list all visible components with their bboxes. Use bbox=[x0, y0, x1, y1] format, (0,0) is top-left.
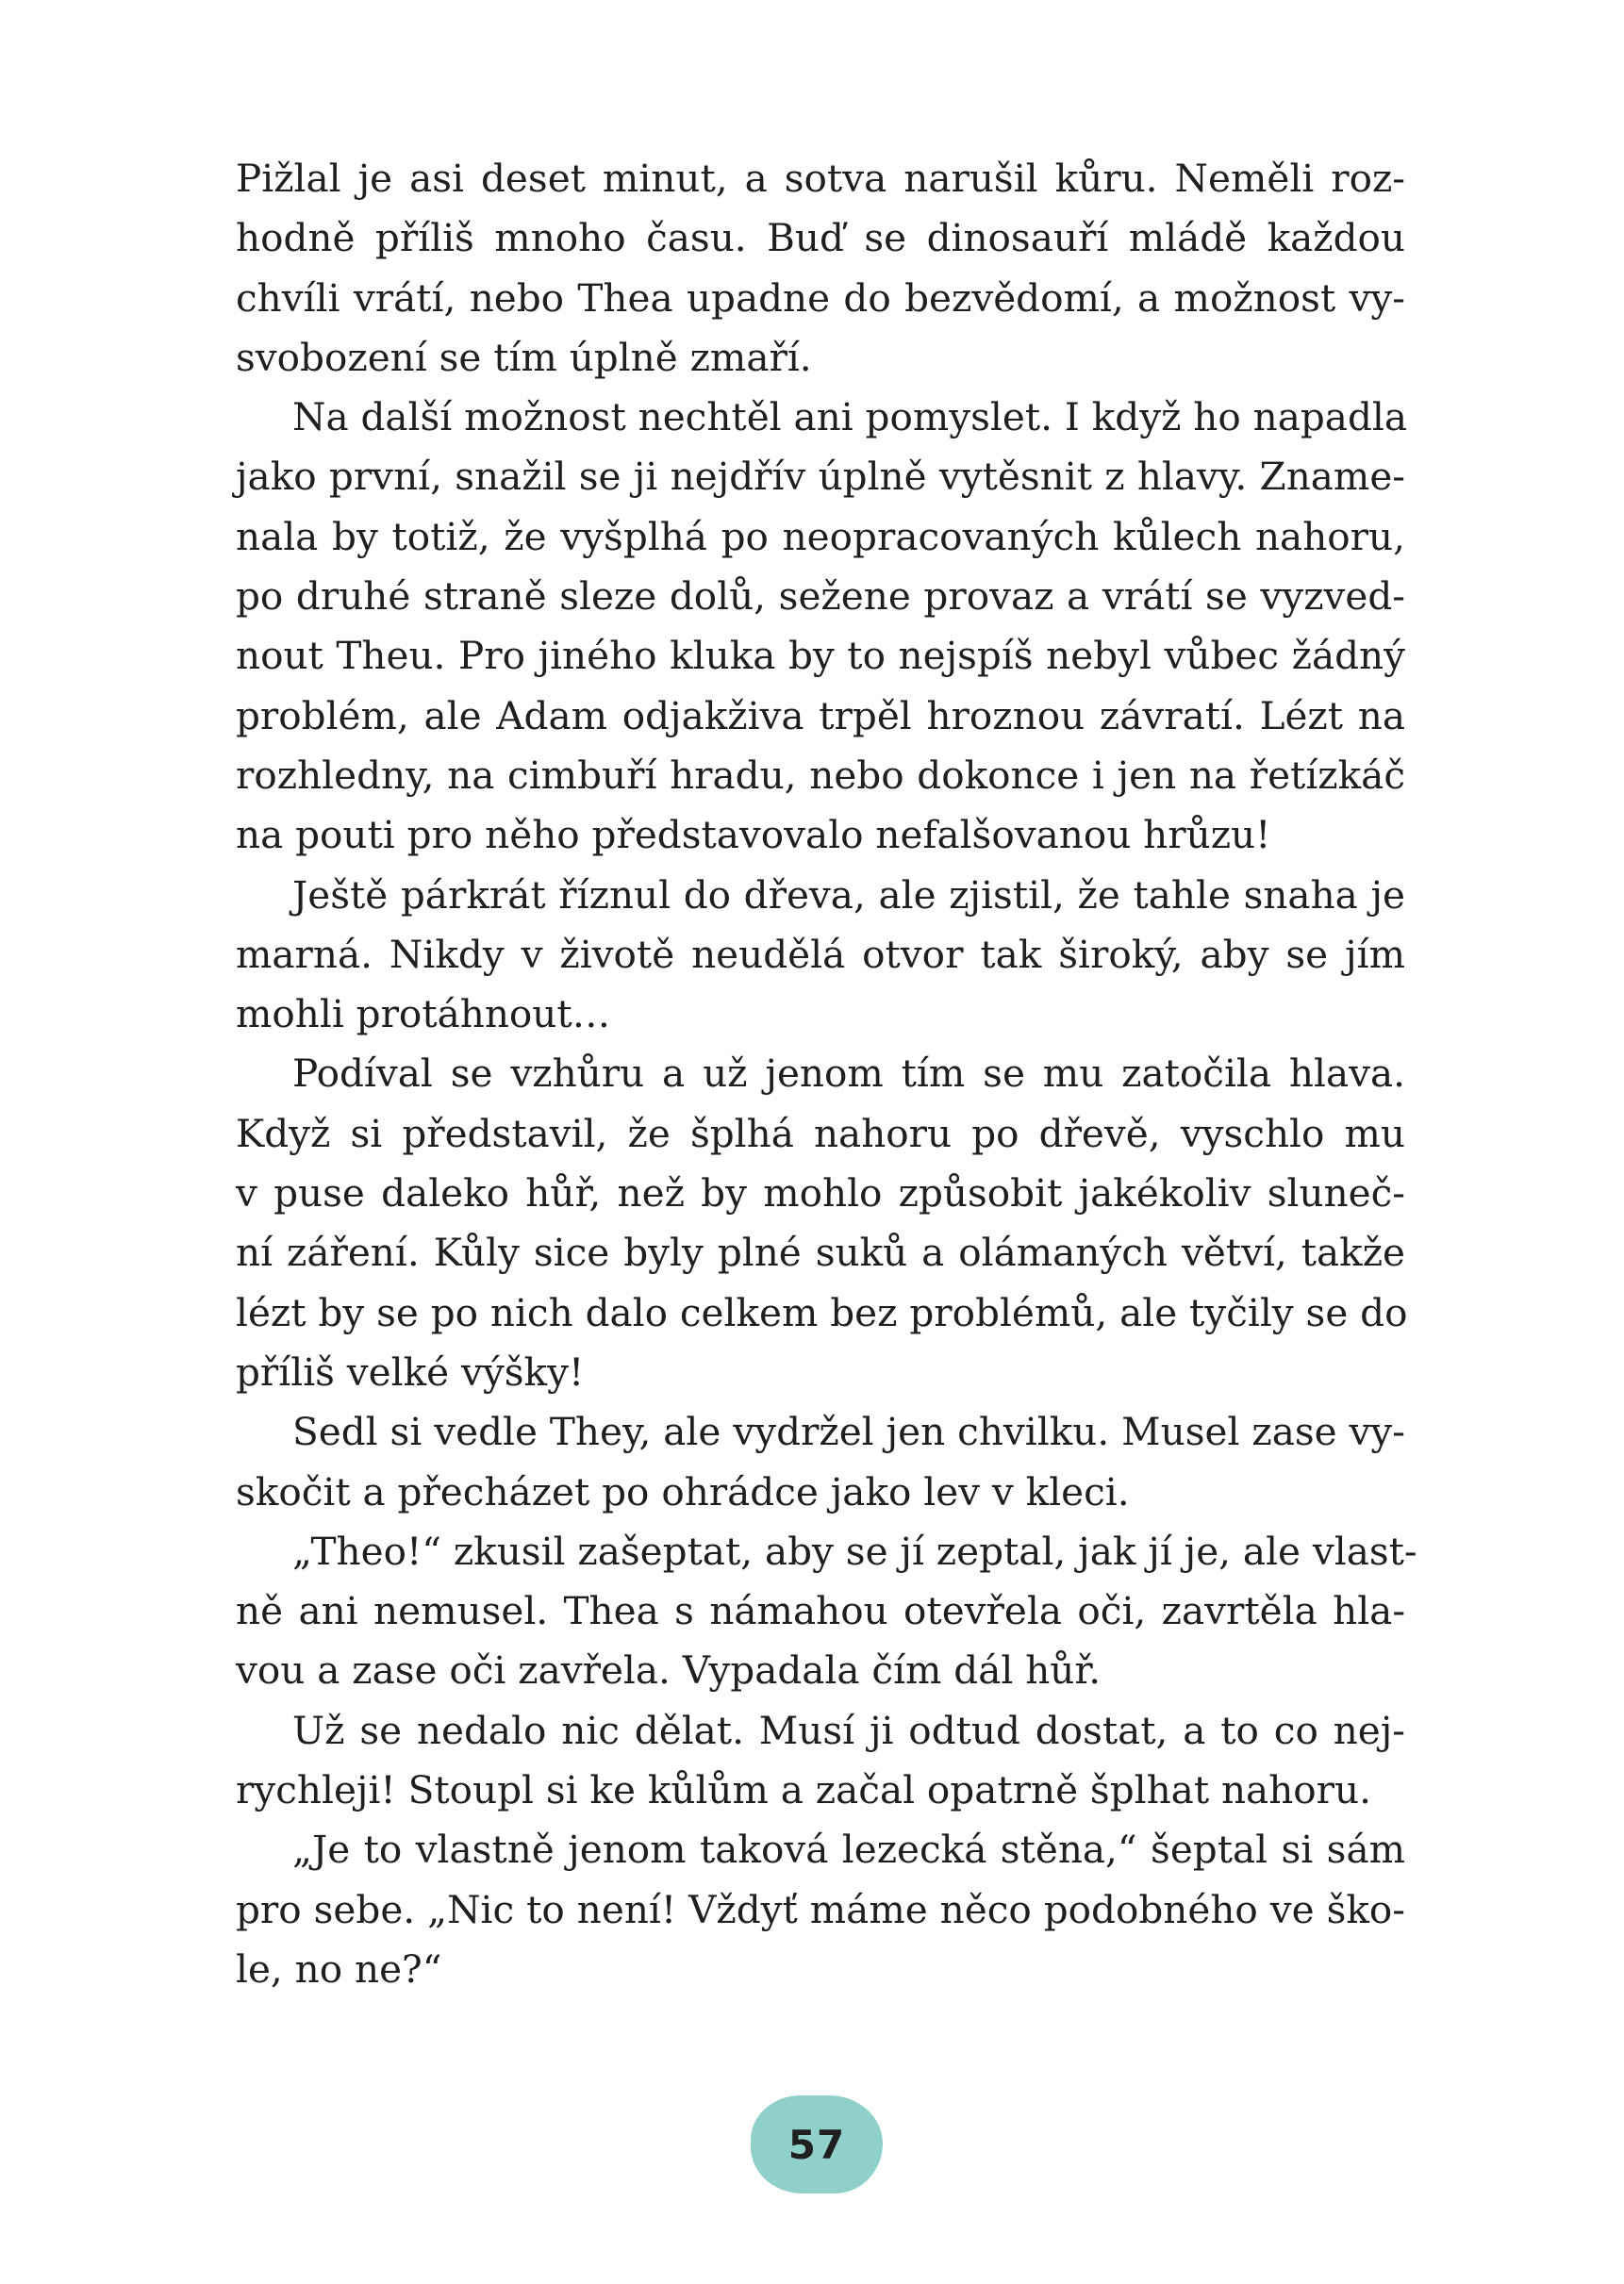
text-line: Už se nedalo nic dělat. Musí ji odtud dostat, a to co nej- bbox=[292, 1707, 1405, 1753]
text-line: mohli protáhnout… bbox=[236, 991, 611, 1037]
page-number-badge bbox=[751, 2095, 883, 2193]
body-text bbox=[236, 149, 1417, 1999]
text-line: „Je to vlastně jenom taková lezecká stěna,“ šeptal si sám bbox=[292, 1827, 1405, 1873]
text-line: příliš velké výšky! bbox=[236, 1349, 585, 1395]
text-line: Když si představil, že šplhá nahoru po dřevě, vyschlo mu bbox=[236, 1110, 1405, 1156]
text-line: le, no ne?“ bbox=[236, 1945, 442, 1992]
text-line: hodně příliš mnoho času. Buď se dinosauří mládě každou bbox=[236, 215, 1405, 261]
text-line: chvíli vrátí, nebo Thea upadne do bezvědomí, a možnost vy- bbox=[236, 274, 1405, 321]
text-line: po druhé straně sleze dolů, sežene provaz a vrátí se vyzved- bbox=[236, 573, 1405, 620]
text-line: ně ani nemusel. Thea s námahou otevřela oči, zavrtěla hla- bbox=[236, 1588, 1405, 1634]
text-line: na pouti pro něho představovalo nefalšovanou hrůzu! bbox=[236, 812, 1271, 858]
text-line: svobození se tím úplně zmaří. bbox=[236, 334, 812, 380]
text-line: Pižlal je asi deset minut, a sotva narušil kůru. Neměli roz- bbox=[236, 156, 1405, 201]
text-line: Na další možnost nechtěl ani pomyslet. I když ho napadla bbox=[292, 394, 1407, 440]
text-line: Ještě párkrát říznul do dřeva, ale zjistil, že tahle snaha je bbox=[292, 871, 1405, 918]
text-line: „Theo!“ zkusil zašeptat, aby se jí zeptal, jak jí je, ale vlast- bbox=[292, 1528, 1417, 1574]
text-line: ní záření. Kůly sice byly plné suků a olámaných větví, takže bbox=[236, 1230, 1405, 1276]
page-number: 57 bbox=[787, 2121, 846, 2168]
text-line: problém, ale Adam odjakživa trpěl hroznou závratí. Lézt na bbox=[236, 692, 1405, 738]
text-line: rychleji! Stoupl si ke kůlům a začal opatrně šplhat nahoru. bbox=[236, 1767, 1371, 1813]
text-line: nout Theu. Pro jiného kluka by to nejspíš nebyl vůbec žádný bbox=[236, 633, 1405, 679]
text-line: v puse daleko hůř, než by mohlo způsobit jakékoliv sluneč- bbox=[236, 1170, 1405, 1216]
text-line: jako první, snažil se ji nejdřív úplně vytěsnit z hlavy. Zname- bbox=[236, 454, 1405, 500]
text-line: Sedl si vedle They, ale vydržel jen chvilku. Musel zase vy- bbox=[292, 1409, 1405, 1455]
text-line: nala by totiž, že vyšplhá po neopracovaných kůlech nahoru, bbox=[236, 513, 1405, 559]
text-line: rozhledny, na cimbuří hradu, nebo dokonce i jen na řetízkáč bbox=[236, 752, 1405, 798]
text-line: lézt by se po nich dalo celkem bez problémů, ale tyčily se do bbox=[236, 1289, 1408, 1335]
text-line: Podíval se vzhůru a už jenom tím se mu zatočila hlava. bbox=[292, 1051, 1405, 1097]
text-line: pro sebe. „Nic to není! Vždyť máme něco podobného ve ško- bbox=[236, 1886, 1405, 1932]
text-line: skočit a přecházet po ohrádce jako lev v kleci. bbox=[236, 1468, 1130, 1514]
text-line: marná. Nikdy v životě neudělá otvor tak široký, aby se jím bbox=[236, 931, 1405, 977]
text-line: vou a zase oči zavřela. Vypadala čím dál hůř. bbox=[236, 1647, 1102, 1694]
